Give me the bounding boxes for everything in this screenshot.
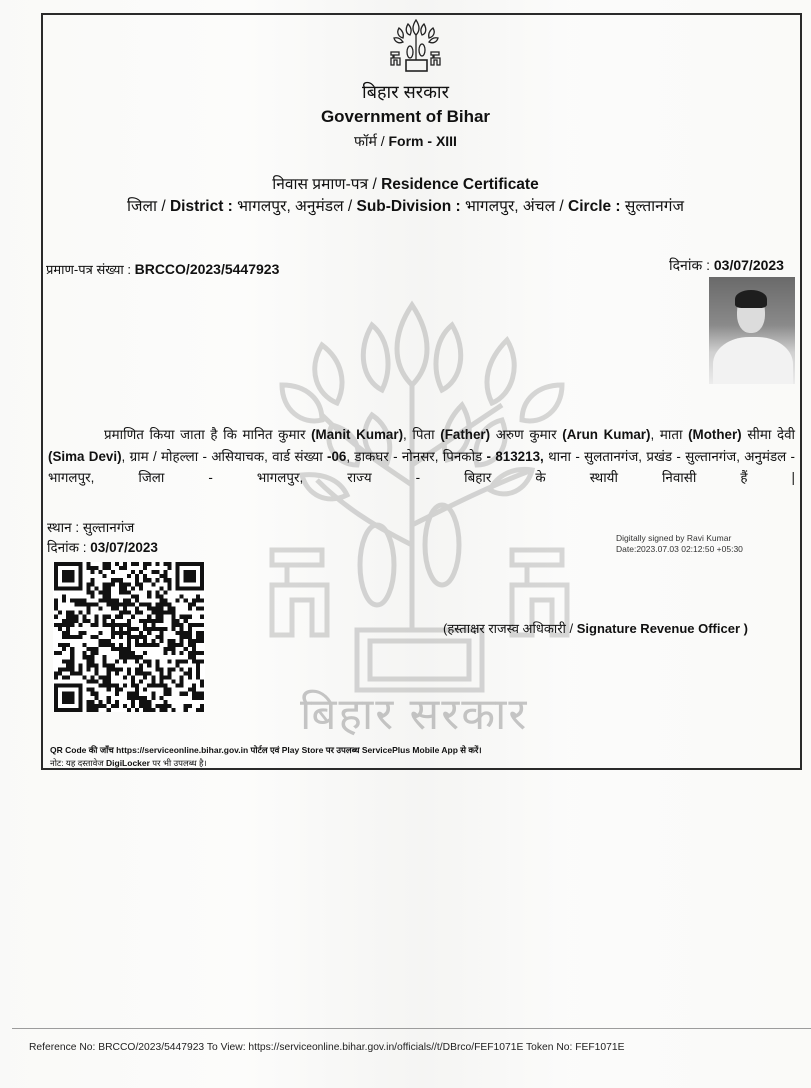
cert-no-label: प्रमाण-पत्र संख्या : xyxy=(46,262,131,277)
body-text: थाना - सुलतानगंज, प्रखंड - सुल्तानगंज, अनुमंडल - भागलपुर, जिला - भागलपुर, राज्य - बिहार के स्थायी निवासी हैं | xyxy=(48,448,795,485)
digital-signature xyxy=(616,533,743,555)
body-text: , डाकघर - नोनसर, पिनकोड xyxy=(346,448,487,464)
digilocker-note xyxy=(50,758,207,769)
father-label: (Father) xyxy=(440,427,491,442)
issue-date xyxy=(669,256,784,275)
reference-line: Reference No: BRCCO/2023/5447923 To View: https://serviceonline.bihar.gov.in/officials//t/DBrco/FEF1071E Token No: FEF1071E xyxy=(29,1042,625,1053)
circle-value: सुल्तानगंज xyxy=(624,198,684,215)
signature-hindi: (हस्ताक्षर राजस्व अधिकारी / xyxy=(443,621,574,636)
page-title: Government of Bihar xyxy=(320,107,491,126)
jurisdiction-line: जिला / District : भागलपुर, अनुमंडल / Sub-Division : भागलपुर, अंचल / Circle : सुल्तानगंज xyxy=(127,198,684,215)
body-text: प्रमाणित किया जाता है कि मानित कुमार xyxy=(104,427,312,442)
form-hindi: फॉर्म xyxy=(354,133,377,149)
date-label: दिनांक : xyxy=(47,540,87,555)
form-en: Form - XIII xyxy=(388,133,457,149)
footer-divider xyxy=(12,1028,811,1029)
body-text: , पिता xyxy=(403,427,441,442)
date-value: 03/07/2023 xyxy=(90,540,158,555)
cert-no-value: BRCCO/2023/5447923 xyxy=(134,261,280,277)
certificate-body xyxy=(48,424,795,489)
digital-signature-name: Digitally signed by Ravi Kumar xyxy=(616,533,732,543)
certificate-type: निवास प्रमाण-पत्र / Residence Certificate xyxy=(272,176,539,193)
father-name: (Arun Kumar) xyxy=(562,427,651,442)
certificate-number xyxy=(46,260,279,278)
body-text: , माता xyxy=(650,427,689,442)
cert-en: Residence Certificate xyxy=(381,176,539,193)
ward-number: -06 xyxy=(327,448,347,464)
watermark-text: बिहार सरकार xyxy=(300,690,529,739)
form-number: फॉर्म / Form - XIII xyxy=(354,133,457,149)
district-label: District : xyxy=(169,198,233,215)
signing-date xyxy=(47,538,158,556)
mother-label: (Mother) xyxy=(688,427,742,442)
bihar-emblem-watermark xyxy=(262,285,587,745)
body-text: , ग्राम / मोहल्ला - असियाचक, वार्ड संख्या xyxy=(121,448,328,464)
district-hindi: जिला xyxy=(127,198,158,215)
body-text: सीमा देवी xyxy=(741,427,795,442)
bihar-emblem-icon xyxy=(386,16,446,76)
signature-officer xyxy=(443,619,748,637)
place-label: स्थान : xyxy=(47,520,80,535)
subdivision-label: Sub-Division : xyxy=(356,198,461,215)
mother-name: (Sima Devi) xyxy=(48,448,122,464)
applicant-name: (Manit Kumar) xyxy=(311,427,404,442)
qr-verification-note: QR Code की जाँच https://serviceonline.bihar.gov.in पोर्टल एवं Play Store पर उपलब्ध ServicePlus Mobile App से करें। xyxy=(50,745,482,755)
header-hindi-title: बिहार सरकार xyxy=(362,82,449,102)
pincode: - 813213, xyxy=(486,448,544,464)
date-label: दिनांक : xyxy=(669,257,710,273)
place-value: सुल्तानगंज xyxy=(82,520,135,535)
applicant-photo xyxy=(709,277,795,384)
qr-code[interactable] xyxy=(53,562,205,712)
digital-signature-date: Date:2023.07.03 02:12:50 +05:30 xyxy=(616,544,743,554)
note-prefix: नोट: यह दस्तावेज xyxy=(50,758,106,768)
subdivision-value: भागलपुर, अंचल xyxy=(465,198,556,215)
date-value: 03/07/2023 xyxy=(713,257,784,273)
cert-hindi: निवास प्रमाण-पत्र xyxy=(272,176,369,193)
body-text: अरुण कुमार xyxy=(490,427,563,442)
circle-label: Circle : xyxy=(568,198,621,215)
place xyxy=(47,518,134,536)
signature-en: Signature Revenue Officer ) xyxy=(576,621,748,636)
digilocker-label: DigiLocker xyxy=(106,758,150,768)
note-suffix: पर भी उपलब्ध है। xyxy=(149,758,207,768)
district-value: भागलपुर, अनुमंडल xyxy=(237,198,344,215)
